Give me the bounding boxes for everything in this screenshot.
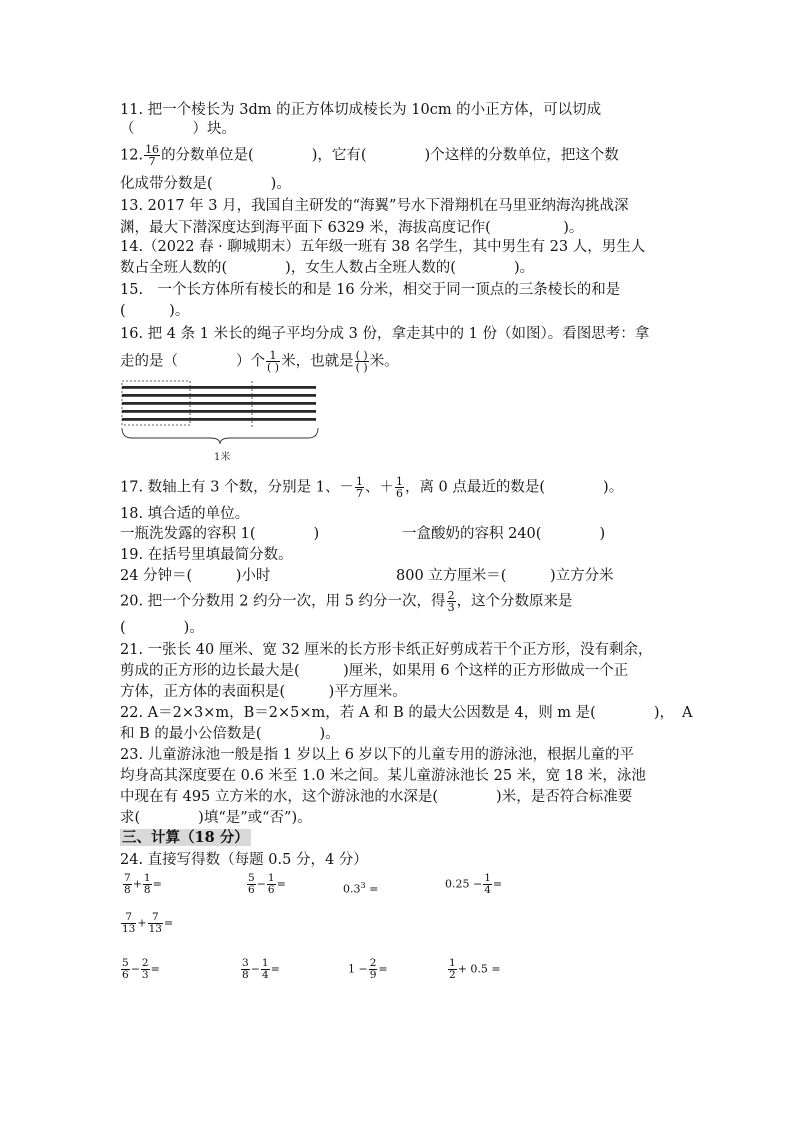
q15-line2: ( )。 [120, 303, 190, 319]
q13-line2: 渊，最大下潜深度达到海平面下 6329 米，海拔高度记作( )。 [120, 220, 584, 236]
expr-5: $\frac{7}{13}$ + $\frac{7}{13}$ = [122, 911, 174, 935]
q20-line2: ( )。 [120, 620, 204, 636]
q22-line1: 22. A＝2×3×m，B＝2×5×m，若 A 和 B 的最大公因数是 4，则 m 是( )， [120, 705, 674, 721]
q18-line2a: 一瓶洗发露的容积 1( ) [120, 526, 320, 542]
q23-line2: 均身高其深度要在 0.6 米至 1.0 米之间。某儿童游泳池长 25 米，宽 18 米，泳池 [120, 768, 646, 784]
expr-3: $0.3^3$ = [343, 881, 379, 896]
expr-2: $\frac{5}{6}$ − $\frac{1}{6}$ = [248, 872, 286, 896]
rope-5 [122, 418, 316, 421]
fraction: $\frac{3}{8}$ [242, 957, 249, 981]
fraction: $\frac{( )}{( )}$ [355, 349, 368, 374]
q16-line2: 走的是（ ）个 $\frac{1}{( )}$ 米，也就是 $\frac{( )}{( )}$ 米。 [120, 349, 399, 374]
expr-9: $\frac{1}{2}$ + 0.5 = [449, 957, 501, 981]
fraction: $\frac{1}{8}$ [143, 872, 151, 896]
fraction: $\frac{16}{7}$ [145, 143, 160, 168]
q18-line1: 18. 填合适的单位。 [120, 506, 250, 522]
q16-line1: 16. 把 4 条 1 米长的绳子平均分成 3 份，拿走其中的 1 份（如图）。看图思考：拿 [120, 326, 650, 342]
figure-label: 1米 [214, 452, 231, 463]
q14-line2: 数占全班人数的( )，女生人数占全班人数的( )。 [120, 260, 535, 276]
q20-line1: 20. 把一个分数用 2 约分一次，用 5 约分一次，得 $\frac{2}{3}$ ，这个分数原来是 [120, 589, 573, 614]
rope-4 [122, 410, 316, 413]
rope-1 [122, 386, 316, 389]
q21-line2: 剪成的正方形的边长最大是( )厘米，如果用 6 个这样的正方形做成一个正 [120, 663, 629, 679]
q24-title: 24. 直接写得数（每题 0.5 分，4 分） [120, 852, 368, 868]
q23-line4: 求( )填“是”或“否”)。 [120, 810, 312, 826]
expr-4: 0.25 − $\frac{1}{4}$ = [445, 872, 503, 896]
section-heading: 三、计算（18 分） [122, 829, 249, 846]
fraction: $\frac{1}{4}$ [484, 872, 491, 896]
q13-line1: 13. 2017 年 3 月，我国自主研发的“海翼”号水下滑翔机在马里亚纳海沟挑战深 [120, 198, 629, 214]
q14-line1: 14.（2022 春 · 聊城期末）五年级一班有 38 名学生，其中男生有 23 人，男生人 [120, 239, 646, 255]
expr-6: $\frac{5}{6}$ − $\frac{2}{3}$ = [122, 957, 160, 981]
q21-line3: 方体，正方体的表面积是( )平方厘米。 [120, 684, 407, 700]
fraction: $\frac{1}{2}$ [449, 957, 456, 981]
fraction: $\frac{5}{6}$ [122, 957, 129, 981]
fraction: $\frac{1}{( )}$ [267, 349, 280, 374]
q19-line2a: 24 分钟＝( )小时 [120, 568, 271, 584]
q12-line2: 化成带分数是( )。 [120, 176, 291, 192]
q15-line1: 15. 一个长方体所有棱长的和是 16 分米，相交于同一顶点的三条棱长的和是 [120, 282, 621, 298]
q23-line1: 23. 儿童游泳池一般是指 1 岁以上 6 岁以下的儿童专用的游泳池，根据儿童的平 [120, 747, 635, 763]
fraction: $\frac{2}{3}$ [141, 957, 149, 981]
fraction: $\frac{7}{13}$ [122, 911, 136, 935]
q19-line1: 19. 在括号里填最简分数。 [120, 547, 293, 563]
fraction: $\frac{7}{8}$ [124, 872, 131, 896]
fraction: $\frac{1}{6}$ [395, 475, 403, 500]
rope-figure [118, 378, 328, 466]
expr-8: 1 − $\frac{2}{9}$ = [348, 957, 388, 981]
expr-1: $\frac{7}{8}$ + $\frac{1}{8}$ = [124, 872, 162, 896]
fraction: $\frac{5}{6}$ [248, 872, 255, 896]
q19-line2b: 800 立方厘米＝( )立方分米 [396, 568, 614, 584]
q23-line3: 中现在有 495 立方米的水，这个游泳池的水深是( )米，是否符合标准要 [120, 789, 633, 805]
q22-line2: 和 B 的最小公倍数是( )。 [120, 726, 340, 742]
fraction: $\frac{7}{13}$ [148, 911, 162, 935]
q17-line: 17. 数轴上有 3 个数，分别是 1、－ $\frac{1}{7}$ 、＋ $\frac{1}{6}$ ，离 0 点最近的数是( )。 [120, 475, 624, 500]
q12-line1: 12. $\frac{16}{7}$ 的分数单位是( )，它有( )个这样的分数单位，把这个数 [120, 143, 619, 168]
q21-line1: 21. 一张长 40 厘米、宽 32 厘米的长方形卡纸正好剪成若干个正方形，没有剩余， [120, 642, 653, 658]
q18-line2b: 一盒酸奶的容积 240( ) [402, 526, 606, 542]
rope-2 [122, 394, 316, 397]
fraction: $\frac{2}{3}$ [447, 589, 455, 614]
expr-7: $\frac{3}{8}$ − $\frac{1}{4}$ = [242, 957, 280, 981]
fraction: $\frac{1}{6}$ [267, 872, 275, 896]
q22-line1-end: A [682, 705, 693, 721]
fraction: $\frac{1}{7}$ [355, 475, 363, 500]
fraction: $\frac{1}{4}$ [261, 957, 269, 981]
rope-3 [122, 402, 316, 405]
brace [122, 428, 318, 444]
fraction: $\frac{2}{9}$ [369, 957, 377, 981]
q11-line2: （ ）块。 [120, 121, 236, 137]
q11-line1: 11. 把一个棱长为 3dm 的正方体切成棱长为 10cm 的小正方体，可以切成 [120, 102, 602, 118]
